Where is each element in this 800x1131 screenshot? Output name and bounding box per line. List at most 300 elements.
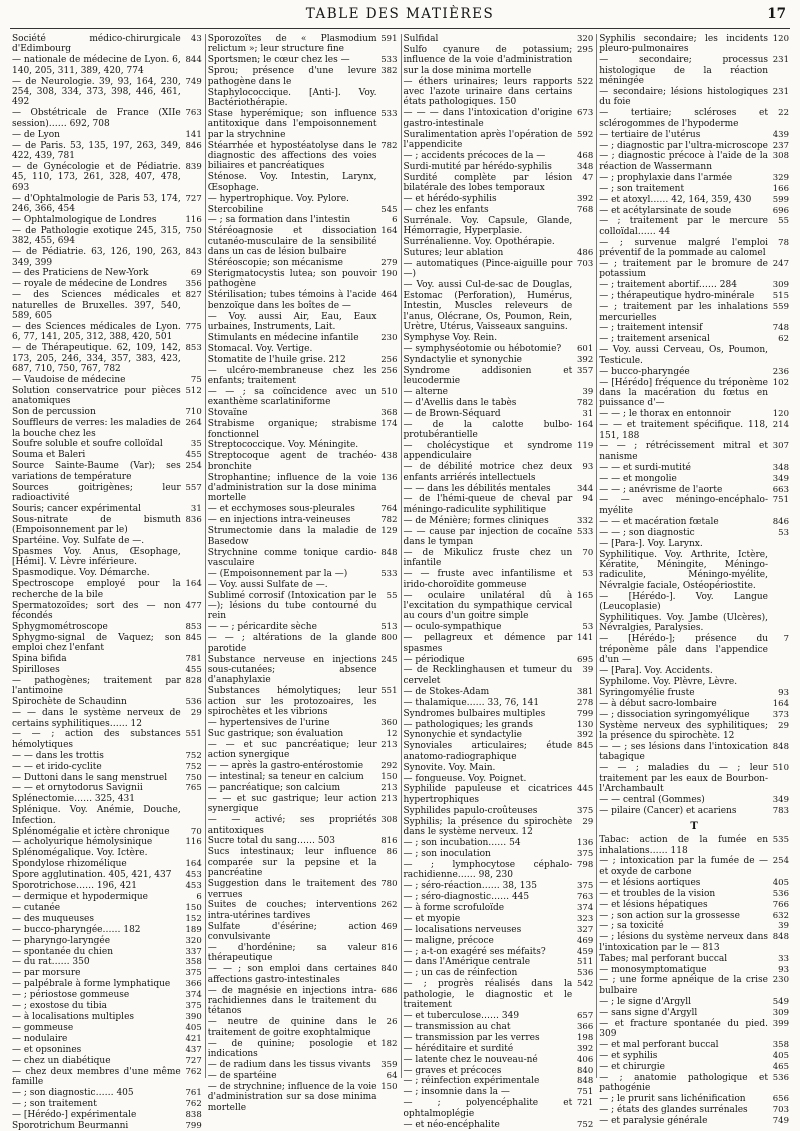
index-entry [404, 484, 594, 494]
page-number: 17 [767, 6, 786, 22]
entry-page-ref: 93 [778, 687, 789, 698]
entry-page-ref: 53 [582, 622, 594, 633]
index-entry [599, 291, 789, 301]
entry-page-ref: 545 [381, 204, 398, 215]
index-entry [404, 516, 594, 526]
entry-page-ref: 213 [381, 739, 398, 750]
index-entry [208, 922, 398, 943]
entry-term: — — et suc pancréatique; leur action synergique [207, 739, 377, 761]
index-entry [404, 1044, 594, 1054]
entry-page-ref: 763 [185, 108, 202, 119]
entry-term: Sphygmo-signal de Vaquez; son emploi chez l'enfant [12, 632, 181, 654]
index-entry [208, 141, 398, 172]
entry-term: Syndactylie et synonychie [403, 354, 523, 365]
index-entry [599, 528, 789, 538]
entry-page-ref: 31 [582, 408, 594, 419]
index-entry [208, 333, 398, 343]
entry-term: — Voy. aussi Cerveau, Os, Poumon, Testicule. [599, 345, 768, 366]
entry-page-ref: 245 [381, 654, 398, 665]
entry-term: — des Praticiens de New-York [12, 268, 149, 279]
index-entry [404, 633, 594, 654]
index-entry [404, 968, 594, 978]
entry-page-ref: 29 [190, 708, 202, 719]
index-entry [208, 526, 398, 547]
entry-page-ref: 307 [772, 441, 789, 452]
entry-page-ref: 749 [185, 76, 202, 87]
index-entry [12, 1110, 202, 1120]
entry-term: — ; progrès réalisés dans la pathologie, le diagnostic et le traitement [403, 979, 573, 1011]
entry-term: Symphyse Voy. Rein. [403, 332, 498, 343]
entry-page-ref: 262 [381, 900, 398, 911]
entry-page-ref: 549 [772, 996, 789, 1007]
entry-page-ref: 468 [577, 150, 594, 161]
entry-page-ref: 254 [185, 461, 202, 472]
index-entry [208, 655, 398, 686]
entry-term: Syphilitique. Voy. Arthrite, Ictère, Kératite, Méningite, Méningo-radiculite, Méningo-myélite, Névralgie faciale, Ostéopériostite. [599, 549, 768, 591]
entry-term: — ; traitement abortif…… 284 [599, 280, 737, 291]
entry-page-ref: 764 [381, 504, 398, 515]
index-entry [599, 806, 789, 816]
entry-page-ref: 320 [577, 34, 594, 44]
entry-page-ref: 752 [185, 761, 202, 772]
entry-page-ref: 278 [577, 697, 594, 708]
entry-term: — royale de médecine de Londres [12, 279, 168, 290]
entry-term: — ; polyencéphalite et ophtalmoplégie [403, 1098, 573, 1119]
entry-term: — et ecchymoses sous-pleurales [207, 504, 355, 515]
entry-page-ref: 366 [185, 979, 202, 990]
index-entry [599, 954, 789, 964]
entry-page-ref: 392 [577, 730, 594, 741]
entry-term: Stéarrhée et hypostéatolyse dans le diagnostic des affections des voies biliaires et pancréatiques [207, 140, 377, 172]
index-entry [404, 1055, 594, 1065]
entry-page-ref: 62 [778, 334, 789, 345]
index-entry [208, 269, 398, 290]
entry-term: — maligne, précoce [403, 935, 494, 946]
entry-term: Sucs intestinaux; leur influence comparée sur la pepsine et la pancréatine [207, 847, 377, 879]
entry-term: Synovite. Voy. Main. [403, 762, 496, 773]
entry-term: — (Empoisonnement par la —) [207, 568, 348, 579]
index-entry [599, 688, 789, 698]
entry-term: Stéréoscopie; son mécanisme [207, 258, 343, 269]
entry-page-ref: 533 [381, 568, 398, 579]
entry-page-ref: 174 [381, 419, 398, 430]
entry-term: — ; un cas de réinfection [403, 968, 518, 979]
index-entry [404, 409, 594, 419]
entry-term: Spondylose rhizomélique [12, 859, 127, 870]
index-entry [404, 130, 594, 151]
entry-term: — à localisations multiples [12, 1011, 135, 1022]
index-entry [12, 805, 202, 826]
entry-page-ref: 152 [185, 913, 202, 924]
index-entry [404, 1087, 594, 1097]
index-entry [208, 172, 398, 193]
index-entry [12, 859, 202, 869]
entry-page-ref: 533 [577, 526, 594, 537]
entry-term: Syringomyélie fruste [599, 687, 695, 698]
index-entry [12, 55, 202, 76]
index-entry [404, 817, 594, 838]
entry-page-ref: 214 [772, 420, 789, 431]
index-entry [12, 194, 202, 215]
entry-page-ref: 93 [778, 964, 789, 975]
index-entry [208, 473, 398, 504]
entry-term: — pilaire (Cancer) et acariens [599, 805, 737, 816]
entry-page-ref: 533 [381, 55, 398, 66]
entry-term: — thalamique…… 33, 76, 141 [403, 697, 540, 708]
index-entry [404, 355, 594, 365]
entry-term: Stimulants en médecine infantile [207, 332, 359, 343]
entry-term: Suites de couches; interventions intra-utérines tardives [207, 900, 377, 921]
index-entry [12, 1056, 202, 1066]
entry-page-ref: 31 [190, 503, 202, 514]
entry-term: — gommeuse [12, 1022, 74, 1033]
index-entry [208, 740, 398, 761]
index-entry [404, 569, 594, 590]
index-entry [404, 655, 594, 665]
index-entry [599, 710, 789, 720]
entry-page-ref: 130 [577, 719, 594, 730]
entry-term: — ; traitement par le bromure de potassium [599, 259, 768, 280]
entry-page-ref: 264 [185, 418, 202, 429]
entry-term: — hypertrophique. Voy. Pylore. [207, 193, 349, 204]
entry-page-ref: 356 [185, 279, 202, 290]
entry-term: — latente chez le nouveau-né [403, 1054, 538, 1065]
entry-term: — ; son traitement [12, 1098, 97, 1109]
entry-term: Syndromes bulbaires multiples [403, 708, 546, 719]
entry-page-ref: 751 [577, 1087, 594, 1098]
entry-term: Splénomégalique. Voy. Ictère. [12, 848, 148, 859]
entry-page-ref: 279 [381, 258, 398, 269]
entry-term: — — et surdi-mutité [599, 462, 691, 473]
entry-term: — Voy. aussi Air, Eau, Eaux urbaines, Instruments, Lait. [207, 311, 377, 332]
entry-term: — pathologiques; les grands [403, 719, 533, 730]
index-entry [404, 925, 594, 935]
entry-page-ref: 798 [577, 859, 594, 870]
index-entry [404, 936, 594, 946]
entry-term: — d'Ophtalmologie de Paris 53, 174, 246, 366, 454 [12, 193, 181, 214]
index-entry [12, 141, 202, 162]
entry-term: — pancréatique; son calcium [207, 782, 341, 793]
index-entry [404, 1076, 594, 1086]
index-entry [208, 366, 398, 387]
entry-term: — ; lésions du système nerveux dans l'intoxication par le — 813 [599, 932, 768, 953]
entry-term: — oculo-sympathique [403, 622, 502, 633]
entry-page-ref: 836 [185, 514, 202, 525]
entry-term: Surrénalienne. Voy. Opothérapie. [403, 237, 555, 248]
index-entry [599, 323, 789, 333]
index-entry [208, 633, 398, 654]
entry-term: Strabisme organique; strabisme fonctionnel [207, 419, 377, 440]
entry-page-ref: 800 [381, 633, 398, 644]
index-entry [404, 774, 594, 784]
index-entry [599, 409, 789, 419]
index-entry [404, 344, 594, 354]
entry-page-ref: 469 [577, 935, 594, 946]
entry-page-ref: 533 [381, 108, 398, 119]
entry-term: Souma et Baleri [12, 450, 86, 461]
entry-page-ref: 308 [381, 815, 398, 826]
entry-term: Sulfo cyanure de potassium; influence de la voie d'administration sur la dose minima mortelle [403, 44, 573, 76]
index-entry [404, 1022, 594, 1032]
entry-page-ref: 399 [772, 1018, 789, 1029]
entry-term: Synonychie et syndactylie [403, 730, 523, 741]
entry-page-ref: 26 [386, 1017, 398, 1028]
entry-page-ref: 763 [577, 892, 594, 902]
index-entry [12, 751, 202, 761]
entry-term: — héréditaire et surdité [403, 1043, 514, 1054]
index-entry [599, 613, 789, 634]
index-entry [208, 548, 398, 569]
index-entry [404, 979, 594, 1010]
entry-term: Stovaïne [207, 408, 248, 419]
index-entry [599, 367, 789, 377]
entry-term: Tabac: action de la fumée en inhalations…… 118 [599, 835, 768, 856]
entry-term: — [Hérédo-] expérimentale [12, 1109, 137, 1120]
entry-page-ref: 374 [185, 990, 202, 1001]
entry-page-ref: 70 [582, 548, 594, 558]
entry-term: Syphilides papulo-croûteuses [403, 805, 538, 816]
index-entry [599, 420, 789, 441]
index-entry [208, 34, 398, 55]
entry-page-ref: 599 [772, 194, 789, 205]
entry-term: Sphygmométroscope [12, 621, 108, 632]
entry-page-ref: 421 [185, 1033, 202, 1044]
entry-term: Souffleurs de verres: les maladies de la bouche chez les [12, 418, 181, 439]
entry-page-ref: 327 [577, 924, 594, 935]
index-entry [12, 162, 202, 193]
entry-page-ref: 510 [381, 386, 398, 397]
entry-page-ref: 308 [772, 151, 789, 162]
index-entry [12, 268, 202, 278]
index-entry [12, 979, 202, 989]
entry-term: — — dans le système nerveux de certains syphilitiques…… 12 [12, 708, 181, 729]
entry-page-ref: 198 [577, 1032, 594, 1043]
entry-term: — ; lymphocytose céphalo-rachidienne…… 98, 230 [403, 859, 573, 881]
index-entry [404, 957, 594, 967]
index-column-1 [10, 34, 205, 1131]
entry-page-ref: 256 [381, 365, 398, 376]
index-entry [208, 591, 398, 622]
entry-page-ref: 165 [577, 590, 594, 601]
entry-term: Sucre total du sang…… 503 [207, 836, 335, 847]
index-entry [208, 194, 398, 204]
entry-page-ref: 780 [381, 879, 398, 890]
index-entry [12, 936, 202, 946]
entry-term: — — central (Gommes) [599, 794, 705, 805]
entry-page-ref: 710 [185, 407, 202, 418]
entry-term: Syphilome. Voy. Plèvre, Lèvre. [599, 676, 738, 687]
entry-term: — d'Avellis dans le tabès [403, 397, 517, 408]
entry-page-ref: 39 [778, 921, 789, 932]
index-entry [599, 878, 789, 888]
entry-term: Spirochète de Schaudinn [12, 697, 127, 708]
entry-page-ref: 845 [185, 632, 202, 643]
entry-page-ref: 256 [381, 354, 398, 365]
index-entry [208, 226, 398, 257]
entry-term: Streptocoque agent de trachéo-bronchite [207, 451, 377, 472]
entry-page-ref: 358 [772, 1039, 789, 1050]
index-entry [599, 141, 789, 151]
entry-page-ref: 536 [772, 888, 789, 899]
index-entry [599, 856, 789, 877]
entry-term: — bucco-pharyngée…… 182 [12, 924, 141, 935]
entry-term: — ; son diagnostic…… 405 [12, 1087, 134, 1098]
index-entry [599, 334, 789, 344]
entry-term: — — dans les débilités mentales [403, 483, 551, 494]
entry-page-ref: 766 [772, 899, 789, 910]
entry-term: — du rat…… 350 [12, 957, 90, 968]
entry-page-ref: 150 [381, 772, 398, 783]
index-entry [404, 151, 594, 161]
entry-term: — [Hérédo-]; présence du tréponème pâle dans l'appendice d'un — [599, 634, 768, 666]
entry-page-ref: 845 [577, 741, 594, 752]
index-entry [208, 66, 398, 87]
index-entry [599, 1008, 789, 1018]
entry-term: — Voy. aussi Cul-de-sac de Douglas, Estomac (Perforation), Humérus, Intestin, Muscles releveurs de l'anus, Olécrane, Os, Poumon, Rein, Urètre, Utérus, Vaisseaux sanguins. [403, 280, 573, 332]
entry-term: — cholécystique et syndrome appendiculaire [403, 440, 573, 462]
index-entry [599, 130, 789, 140]
entry-page-ref: 39 [582, 386, 594, 397]
index-entry [404, 763, 594, 773]
entry-page-ref: 64 [386, 1070, 398, 1081]
entry-term: — ; son incubation…… 54 [403, 837, 521, 848]
entry-term: — — ; altérations de la glande parotide [207, 633, 377, 654]
entry-term: — sans signe d'Argyll [599, 1007, 698, 1018]
index-entry [208, 986, 398, 1017]
entry-page-ref: 116 [185, 214, 202, 225]
entry-term: — ; sa toxicité [599, 921, 664, 932]
entry-page-ref: 782 [577, 397, 594, 408]
entry-term: — de Ménière; formes cliniques [403, 515, 549, 526]
entry-term: — transmission au chat [403, 1021, 511, 1032]
entry-page-ref: 94 [582, 494, 594, 505]
index-entry [599, 485, 789, 495]
entry-term: — secondaire; processus histologique de la réaction méningée [599, 55, 768, 87]
index-entry [208, 783, 398, 793]
index-entry [12, 990, 202, 1000]
entry-page-ref: 29 [582, 816, 594, 827]
entry-term: — et opsonines [12, 1044, 82, 1055]
index-entry [404, 548, 594, 569]
entry-term: Staphylococcique. [Anti-]. Voy. Bactériothérapie. [207, 87, 377, 108]
entry-page-ref: 358 [185, 957, 202, 968]
entry-page-ref: 55 [778, 216, 789, 227]
entry-term: — hypertensives de l'urine [207, 718, 330, 728]
index-entry [599, 34, 789, 55]
index-entry [208, 943, 398, 964]
entry-page-ref: 53 [582, 569, 594, 580]
entry-term: — — ; ses lésions dans l'intoxication tabagique [599, 741, 768, 763]
index-entry [599, 259, 789, 280]
entry-term: — de la calotte bulbo-protubérantielle [403, 419, 573, 441]
entry-term: — ; dissociation syringomyélique [599, 709, 750, 720]
entry-page-ref: 47 [582, 172, 594, 183]
index-entry [404, 881, 594, 891]
index-entry [404, 366, 594, 387]
index-entry [404, 914, 594, 924]
index-entry [208, 312, 398, 333]
entry-term: — ulcéro-membraneuse chez les enfants; traitement [207, 365, 377, 386]
entry-term: — de Gynécologie et de Pédiatrie. 45, 110, 173, 261, 328, 407, 478, 693 [12, 161, 181, 193]
index-entry [12, 579, 202, 600]
index-entry [208, 355, 398, 365]
entry-term: — ; séro-diagnostic…… 445 [403, 892, 530, 902]
index-entry [404, 1120, 594, 1130]
entry-page-ref: 465 [772, 1061, 789, 1072]
index-entry [599, 677, 789, 687]
entry-term: — et mal perforant buccal [599, 1039, 719, 1050]
index-entry [12, 654, 202, 664]
entry-term: — Vaudoise de médecine [12, 375, 126, 385]
entry-term: — — ; le thorax en entonnoir [599, 409, 731, 420]
entry-page-ref: 6 [392, 215, 398, 226]
index-entry [404, 333, 594, 343]
entry-term: Stomatite de l'huile grise. 212 [207, 354, 346, 365]
index-entry [208, 794, 398, 815]
index-entry [208, 205, 398, 215]
index-entry [12, 892, 202, 902]
entry-page-ref: 750 [185, 225, 202, 236]
index-entry [404, 622, 594, 632]
entry-page-ref: 511 [577, 957, 594, 968]
index-entry [208, 569, 398, 579]
entry-term: — monosymptomatique [599, 964, 707, 975]
entry-page-ref: 816 [381, 836, 398, 847]
entry-page-ref: 840 [577, 1065, 594, 1076]
entry-page-ref: 213 [381, 782, 398, 793]
entry-term: Souris; cancer expérimental [12, 503, 141, 514]
entry-page-ref: 405 [185, 1022, 202, 1033]
entry-term: — — avec méningo-encéphalo-myélite [599, 495, 768, 516]
entry-term: Stomacal. Voy. Vertige. [207, 343, 313, 354]
entry-term: — ; insomnie dans la — [403, 1087, 510, 1098]
index-entry [12, 504, 202, 514]
index-entry [404, 216, 594, 237]
entry-term: Sporozoïtes de « Plasmodium relictum »; leur structure fine [207, 34, 377, 55]
entry-term: — transmission par les verres [403, 1032, 540, 1043]
entry-page-ref: 453 [185, 881, 202, 892]
index-entry [208, 419, 398, 440]
entry-page-ref: 182 [381, 1038, 398, 1049]
entry-page-ref: 374 [577, 902, 594, 913]
index-entry [208, 451, 398, 472]
index-entry [404, 173, 594, 194]
entry-page-ref: 632 [772, 910, 789, 921]
entry-term: — nodulaire [12, 1033, 68, 1044]
entry-term: — Duttoni dans le sang menstruel [12, 772, 168, 783]
index-entry [404, 947, 594, 957]
entry-term: — chez les enfants [403, 205, 489, 215]
index-entry [404, 591, 594, 622]
entry-page-ref: 721 [577, 1098, 594, 1109]
entry-term: — — ; action des substances hémolytiques [12, 729, 181, 750]
entry-term: — symphyséotomie ou hébotomie? [403, 343, 562, 354]
entry-term: — ; exostose du tibia [12, 1001, 107, 1012]
index-entry [12, 279, 202, 289]
entry-page-ref: 752 [577, 1119, 594, 1130]
header-rule [10, 28, 790, 29]
entry-term: — en injections intra-veineuses [207, 515, 351, 526]
index-entry [12, 1012, 202, 1022]
entry-page-ref: 455 [185, 450, 202, 461]
entry-page-ref: 703 [577, 259, 594, 270]
entry-term: — de magnésie en injections intra-rachidiennes dans le traitement du tétanos [207, 985, 377, 1017]
index-entry [208, 1082, 398, 1113]
entry-term: — — et mongolie [599, 473, 677, 484]
entry-page-ref: 762 [185, 1066, 202, 1077]
entry-term: Sulfate d'ésérine; action convulsivante [207, 921, 377, 943]
entry-term: — par morsure [12, 968, 81, 979]
